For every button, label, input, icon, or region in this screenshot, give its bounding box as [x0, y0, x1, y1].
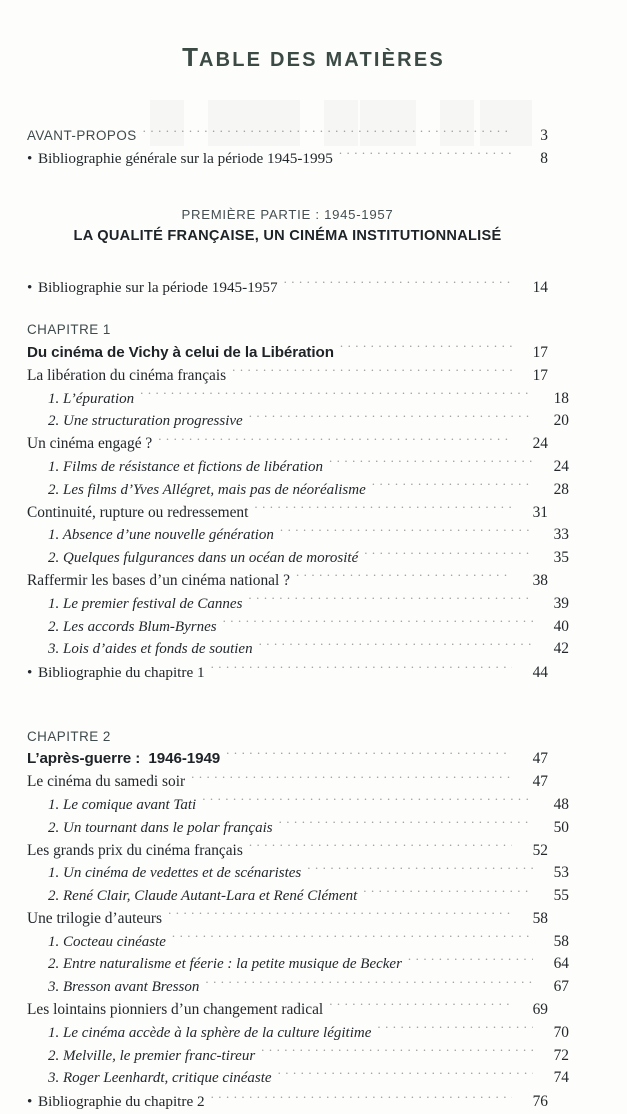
toc-row[interactable] [27, 479, 569, 502]
part-heading [27, 205, 548, 247]
toc-row[interactable] [27, 433, 548, 456]
toc-row[interactable] [27, 410, 569, 433]
page-number: 18 [553, 389, 569, 407]
toc-row[interactable] [27, 501, 548, 524]
toc-row[interactable] [27, 615, 569, 638]
page-number: 20 [553, 412, 569, 430]
toc-row[interactable] [27, 862, 569, 885]
toc-entry-label: L’après-guerre : 1946-1949 [27, 750, 221, 768]
dot-leader [202, 794, 533, 809]
toc-entry-label: 2. Entre naturalisme et féerie : la petite musique de Becker [48, 956, 402, 973]
page-number: 42 [553, 640, 569, 658]
toc-entry-label: Continuité, rupture ou redressement [27, 503, 249, 521]
toc-entry-label: Un cinéma engagé ? [27, 435, 153, 453]
toc-entry-label: 2. Melville, le premier franc-tireur [48, 1047, 256, 1064]
dot-leader [261, 1044, 533, 1059]
dot-leader [172, 931, 533, 946]
dot-leader [307, 862, 533, 877]
page-number: 31 [532, 503, 548, 521]
dot-leader [140, 388, 533, 403]
page-number: 47 [532, 750, 548, 768]
dot-leader [329, 456, 533, 471]
toc-entry-label: Le cinéma du samedi soir [27, 773, 186, 791]
dot-leader [259, 638, 533, 653]
toc-entry-label: Les lointains pionniers d’un changement radical [27, 1001, 324, 1019]
page-number: 33 [553, 526, 569, 544]
dot-leader [377, 1022, 533, 1037]
dot-leader [211, 1091, 512, 1106]
page-number: 35 [553, 549, 569, 567]
toc-row[interactable] [27, 771, 548, 794]
toc-row[interactable] [27, 524, 569, 547]
page-number: 14 [532, 278, 548, 296]
chapter-heading [27, 319, 548, 364]
toc-entry-label: 2. Quelques fulgurances dans un océan de morosité [48, 550, 359, 567]
toc-entry-label: 1. L’épuration [48, 390, 135, 407]
page-number: 70 [553, 1023, 569, 1041]
toc-row[interactable] [27, 931, 569, 954]
toc-row[interactable] [27, 638, 569, 661]
page-number: 8 [540, 149, 548, 167]
chapter-heading [27, 726, 548, 771]
dot-leader [232, 365, 512, 380]
toc-row[interactable] [27, 547, 569, 570]
toc-row[interactable] [27, 794, 569, 817]
page-number: 3 [540, 127, 548, 145]
page-number: 67 [553, 978, 569, 996]
toc-entry-label: 1. Un cinéma de vedettes et de scénaristes [48, 865, 302, 882]
toc-row[interactable] [27, 662, 548, 685]
toc-row[interactable] [27, 1067, 569, 1090]
part-bibliography-row [27, 277, 548, 300]
page-number: 47 [532, 773, 548, 791]
chapter-kicker [27, 319, 548, 342]
toc-entry-label: 2. Les films d’Yves Allégret, mais pas de néoréalisme [48, 481, 366, 498]
chapter-title-row[interactable] [27, 342, 548, 365]
part-title: LA QUALITÉ FRANÇAISE, UN CINÉMA INSTITUTIONNALISÉ [73, 227, 502, 244]
part-kicker: PREMIÈRE PARTIE : 1945-1957 [181, 206, 394, 222]
page-number: 74 [553, 1069, 569, 1087]
bullet-icon: • [27, 149, 33, 167]
toc-entry-label: 1. Films de résistance et fictions de libération [48, 459, 323, 476]
toc-entry-label: • Bibliographie du chapitre 1 [27, 662, 205, 685]
page-title [0, 0, 627, 73]
page-number: 50 [553, 818, 569, 836]
bullet-icon: • [27, 1093, 33, 1111]
dot-leader [329, 999, 512, 1014]
page-number: 64 [553, 955, 569, 973]
toc-entry-label: 1. Cocteau cinéaste [48, 933, 166, 950]
dot-leader [372, 479, 533, 494]
dot-leader [279, 817, 533, 832]
front-matter-list [27, 125, 548, 171]
toc-entry-label: 3. Lois d’aides et fonds de soutien [48, 641, 253, 658]
chapter-title-row[interactable] [27, 748, 548, 771]
toc-entry-label: 3. Roger Leenhardt, critique cinéaste [48, 1070, 272, 1087]
bullet-icon: • [27, 278, 33, 296]
toc-row[interactable] [27, 570, 548, 593]
toc-row[interactable] [27, 885, 569, 908]
page-number: 69 [532, 1001, 548, 1019]
chapter-kicker [27, 726, 548, 749]
bullet-icon: • [27, 664, 33, 682]
toc-row[interactable] [27, 125, 548, 148]
toc-entry-label: 2. René Clair, Claude Autant-Lara et René Clément [48, 888, 358, 905]
dot-leader [248, 593, 533, 608]
dot-leader [363, 885, 533, 900]
toc-row[interactable] [27, 908, 548, 931]
dot-leader [249, 839, 512, 854]
toc-entry-label: 1. Le premier festival de Cannes [48, 595, 243, 612]
toc-row[interactable] [27, 1044, 569, 1067]
toc-entry-label: CHAPITRE 1 [27, 322, 111, 338]
page-number: 48 [553, 796, 569, 813]
dot-leader [296, 570, 512, 585]
page-number: 38 [532, 571, 548, 589]
page-number: 58 [532, 909, 548, 927]
toc-entry-label: • Bibliographie du chapitre 2 [27, 1091, 205, 1114]
toc-entry-label: 3. Bresson avant Bresson [48, 979, 200, 996]
dot-leader [223, 615, 533, 630]
dot-leader [143, 125, 512, 140]
chapter-list [27, 319, 569, 1113]
toc-entry-label: Les grands prix du cinéma français [27, 841, 243, 859]
toc-entry-label: 2. Les accords Blum-Byrnes [48, 618, 217, 635]
toc-row[interactable] [27, 277, 548, 300]
dot-leader [408, 953, 533, 968]
page-number: 40 [553, 617, 569, 635]
page-number: 58 [553, 932, 569, 950]
dot-leader [205, 976, 533, 991]
toc-row[interactable] [27, 1022, 569, 1045]
page-number: 28 [553, 480, 569, 498]
page-number: 17 [532, 344, 548, 362]
toc-row[interactable] [27, 1091, 548, 1114]
toc-row[interactable] [27, 388, 569, 411]
dot-leader [211, 662, 512, 677]
section-spacer [27, 685, 548, 704]
page-number: 72 [553, 1046, 569, 1064]
dot-leader [339, 148, 512, 163]
toc-entry-label: • Bibliographie générale sur la période 1945-1995 [27, 148, 333, 171]
toc-row[interactable] [27, 148, 548, 171]
toc-row[interactable] [27, 953, 569, 976]
toc-entry-label: • Bibliographie sur la période 1945-1957 [27, 277, 278, 300]
page-number: 17 [532, 366, 548, 384]
page-number: 53 [553, 864, 569, 882]
dot-leader [340, 342, 512, 357]
toc-row[interactable] [27, 365, 548, 388]
toc-body [0, 125, 627, 1114]
toc-entry-label: 2. Une structuration progressive [48, 413, 243, 430]
page-number: 52 [532, 841, 548, 859]
dot-leader [280, 524, 533, 539]
toc-entry-label: CHAPITRE 2 [27, 728, 111, 744]
toc-entry-label: 1. Le comique avant Tati [48, 797, 197, 813]
toc-row[interactable] [27, 593, 569, 616]
dot-leader [278, 1067, 533, 1082]
dot-leader [226, 748, 512, 763]
page-title-rest: ABLE DES MATIÈRES [198, 49, 445, 71]
toc-row[interactable] [27, 839, 548, 862]
dot-leader [249, 410, 533, 425]
toc-row[interactable] [27, 976, 569, 999]
dot-leader [284, 277, 512, 292]
toc-row[interactable] [27, 456, 569, 479]
toc-entry-label: 1. Le cinéma accède à la sphère de la culture légitime [48, 1024, 372, 1041]
page-number: 24 [532, 435, 548, 453]
page-number: 44 [532, 664, 548, 682]
toc-entry-label: 1. Absence d’une nouvelle génération [48, 527, 274, 544]
page-number: 24 [553, 458, 569, 476]
dot-leader [364, 547, 533, 562]
toc-row[interactable] [27, 999, 548, 1022]
page-number: 76 [532, 1093, 548, 1111]
page-number: 39 [553, 594, 569, 612]
toc-entry-label: Du cinéma de Vichy à celui de la Libération [27, 344, 334, 362]
dot-leader [168, 908, 512, 923]
toc-entry-label: AVANT-PROPOS [27, 128, 137, 144]
toc-entry-label: 2. Un tournant dans le polar français [48, 819, 273, 836]
page-title-initial: T [182, 42, 199, 72]
dot-leader [158, 433, 512, 448]
dot-leader [191, 771, 512, 786]
toc-entry-label: La libération du cinéma français [27, 366, 227, 384]
page-number: 55 [553, 887, 569, 905]
toc-row[interactable] [27, 817, 569, 840]
dot-leader [254, 501, 512, 516]
toc-entry-label: Une trilogie d’auteurs [27, 909, 163, 927]
toc-entry-label: Raffermir les bases d’un cinéma national ? [27, 571, 290, 589]
